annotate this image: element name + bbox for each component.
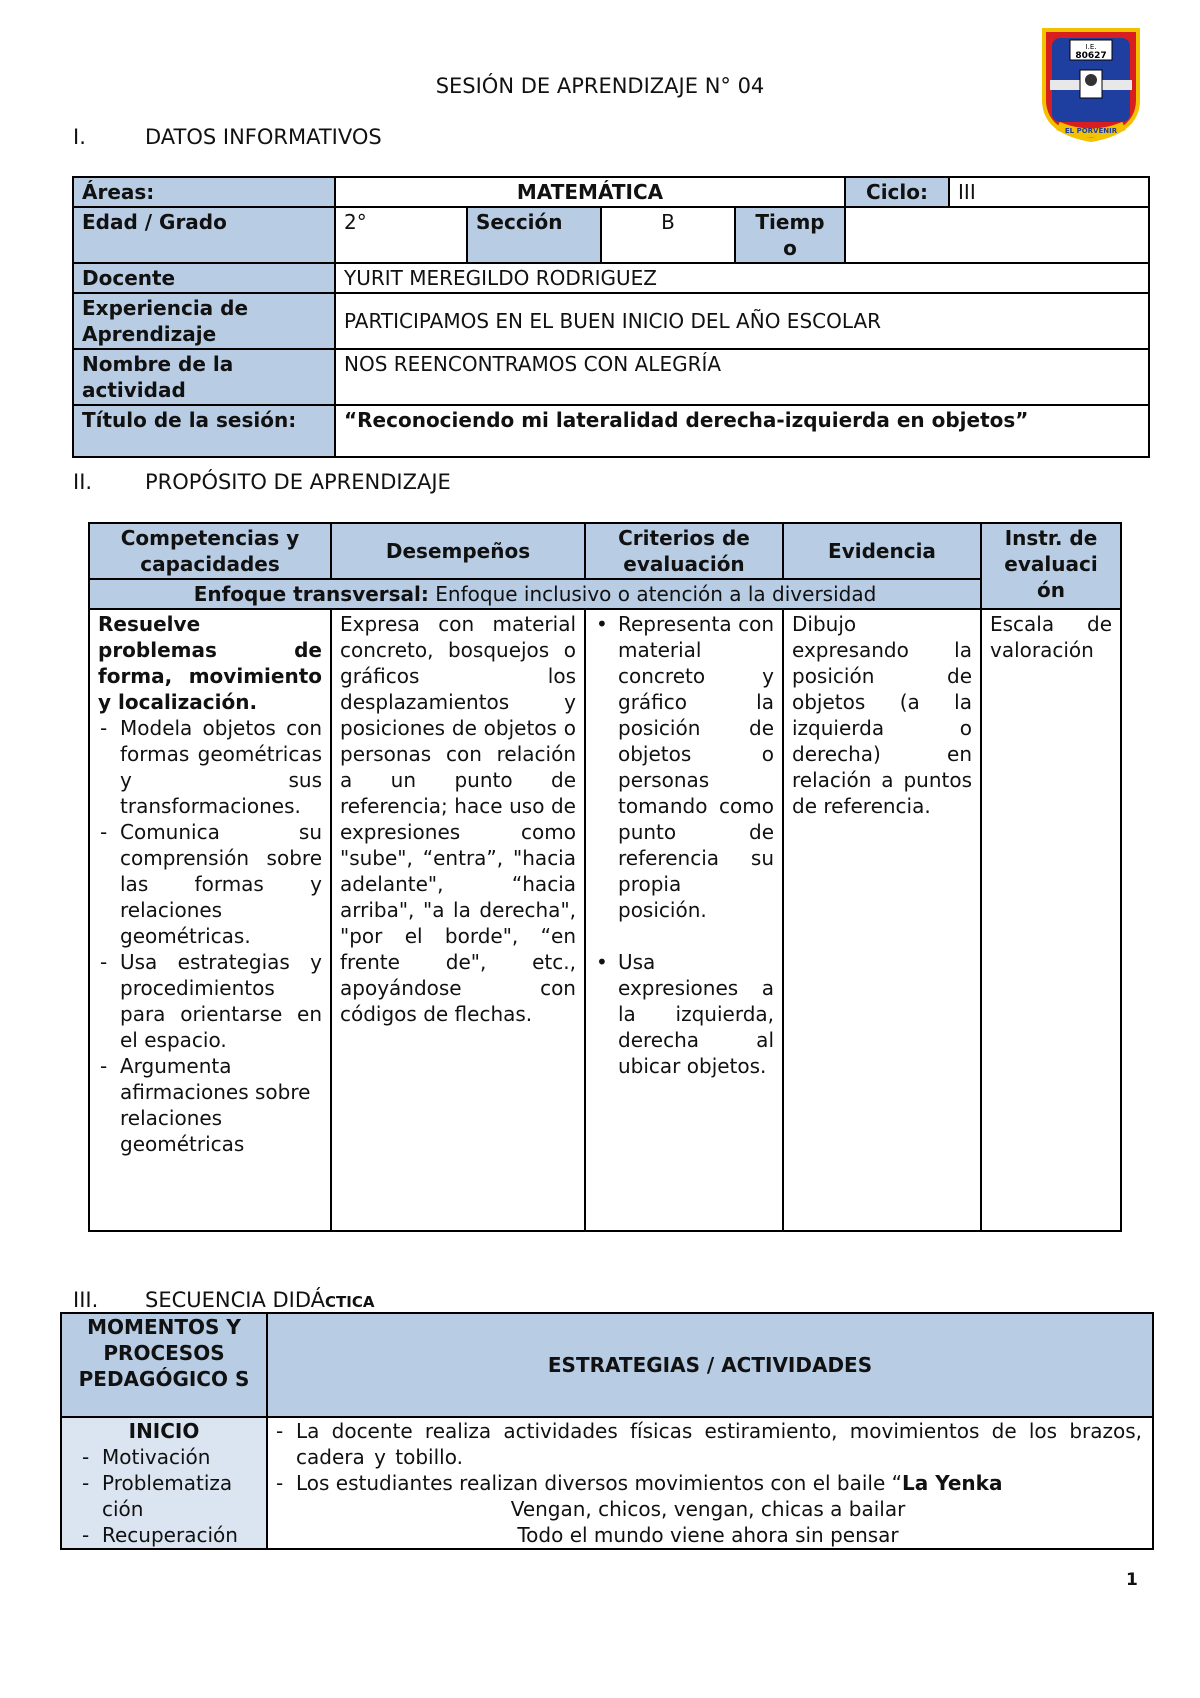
actividad-text: Los estudiantes realizan diversos movimientos con el baile “ — [296, 1471, 903, 1495]
areas-label: Áreas: — [73, 177, 335, 207]
svg-text:EL PORVENIR: EL PORVENIR — [1064, 127, 1118, 135]
nombre-actividad-value: NOS REENCONTRAMOS CON ALEGRÍA — [335, 349, 1149, 405]
header-criterios: Criterios de evaluación — [585, 523, 783, 579]
secuencia-table — [60, 1312, 1154, 1550]
enfoque-row — [89, 579, 981, 609]
header-instrumento: Instr. de evaluaci ón — [981, 523, 1121, 609]
section-number: I. — [73, 125, 86, 149]
school-logo — [1040, 22, 1142, 144]
seccion-value: B — [601, 207, 735, 263]
tiempo-label: Tiemp o — [735, 207, 845, 263]
capacidades-list — [98, 715, 322, 1157]
page-number: 1 — [1126, 1570, 1138, 1590]
section-3-heading — [73, 1288, 375, 1312]
datos-table — [72, 176, 1150, 458]
experiencia-label: Experiencia de Aprendizaje — [73, 293, 335, 349]
enfoque-label: Enfoque transversal: — [193, 582, 429, 606]
capacidad-item: - Comunica su comprensión sobre las formas y relaciones geométricas. — [120, 819, 322, 949]
instrumento-cell: Escala de valoración — [981, 609, 1121, 1231]
criterio-item: • Usa expresiones a la izquierda, derecha al ubicar objetos. — [618, 949, 774, 1079]
inicio-actividades-cell — [267, 1417, 1153, 1549]
capacidad-item: - Argumenta afirmaciones sobre relaciones geométricas — [120, 1053, 322, 1157]
header-competencias: Competencias y capacidades — [89, 523, 331, 579]
inicio-cell — [61, 1417, 267, 1549]
inicio-label: INICIO — [128, 1419, 200, 1443]
desempeno-cell: Expresa con material concreto, bosquejos o gráficos los desplazamientos y posiciones de objetos o personas con relación a un punto de referencia; hace uso de expresiones como "sube", “entra”, "hacia adelante", “hacia arriba", "a la derecha", "por el borde", “en frente de", etc., apoyándose con códigos de flechas. — [331, 609, 585, 1231]
section-title: PROPÓSITO DE APRENDIZAJE — [145, 470, 451, 494]
criterios-cell — [585, 609, 783, 1231]
momentos-header: MOMENTOS Y PROCESOS PEDAGÓGICO S — [61, 1313, 267, 1417]
section-title-main: SECUENCIA DIDÁ — [145, 1288, 326, 1312]
actividad-item — [296, 1470, 1142, 1496]
proceso-item: - Recuperación — [102, 1522, 260, 1548]
song-line: Todo el mundo viene ahora sin pensar — [517, 1523, 899, 1547]
section-number: II. — [73, 470, 93, 494]
criterios-list — [594, 611, 774, 1079]
docente-label: Docente — [73, 263, 335, 293]
tiempo-value — [845, 207, 1149, 263]
areas-value: MATEMÁTICA — [335, 177, 845, 207]
titulo-sesion-label: Título de la sesión: — [73, 405, 335, 457]
capacidad-item: - Usa estrategias y procedimientos para orientarse en el espacio. — [120, 949, 322, 1053]
section-1-heading — [73, 125, 382, 149]
header-desempenos: Desempeños — [331, 523, 585, 579]
page-title: SESIÓN DE APRENDIZAJE N° 04 — [435, 74, 765, 98]
capacidad-item: - Modela objetos con formas geométricas y sus transformaciones. — [120, 715, 322, 819]
nombre-actividad-label: Nombre de la actividad — [73, 349, 335, 405]
enfoque-value: Enfoque inclusivo o atención a la diversidad — [435, 582, 877, 606]
estrategias-header: ESTRATEGIAS / ACTIVIDADES — [267, 1313, 1153, 1417]
song-title: La Yenka — [902, 1471, 1003, 1495]
header-evidencia: Evidencia — [783, 523, 981, 579]
seccion-label: Sección — [467, 207, 601, 263]
svg-text:80627: 80627 — [1075, 51, 1107, 61]
section-number: III. — [73, 1288, 99, 1312]
procesos-list — [68, 1444, 260, 1548]
docente-value: YURIT MEREGILDO RODRIGUEZ — [335, 263, 1149, 293]
proceso-item: - Motivación — [102, 1444, 260, 1470]
edad-label: Edad / Grado — [73, 207, 335, 263]
ciclo-label: Ciclo: — [845, 177, 949, 207]
svg-text:I.E.: I.E. — [1085, 43, 1097, 51]
competencias-cell — [89, 609, 331, 1231]
proceso-item: - Problematiza ción — [102, 1470, 260, 1522]
competencia-text: Resuelve problemas de forma, movimiento y localización. — [98, 612, 322, 714]
proposito-table — [88, 522, 1122, 1232]
song-line: Vengan, chicos, vengan, chicas a bailar — [510, 1497, 906, 1521]
actividad-item: - La docente realiza actividades físicas estiramiento, movimientos de los brazos, cadera y tobillo. — [296, 1418, 1142, 1470]
criterio-item: • Representa con material concreto y gráfico la posición de objetos o personas tomando como punto de referencia su propia posición. — [618, 611, 774, 923]
section-title — [145, 1288, 375, 1312]
section-title-small: CTICA — [325, 1293, 375, 1311]
experiencia-value: PARTICIPAMOS EN EL BUEN INICIO DEL AÑO ESCOLAR — [335, 293, 1149, 349]
section-title: DATOS INFORMATIVOS — [145, 125, 382, 149]
actividades-list — [274, 1418, 1142, 1496]
titulo-sesion-value: “Reconociendo mi lateralidad derecha-izquierda en objetos” — [335, 405, 1149, 457]
ciclo-value: III — [949, 177, 1149, 207]
section-2-heading — [73, 470, 451, 494]
evidencia-cell: Dibujo expresando la posición de objetos (a la izquierda o derecha) en relación a puntos de referencia. — [783, 609, 981, 1231]
edad-value: 2° — [335, 207, 467, 263]
